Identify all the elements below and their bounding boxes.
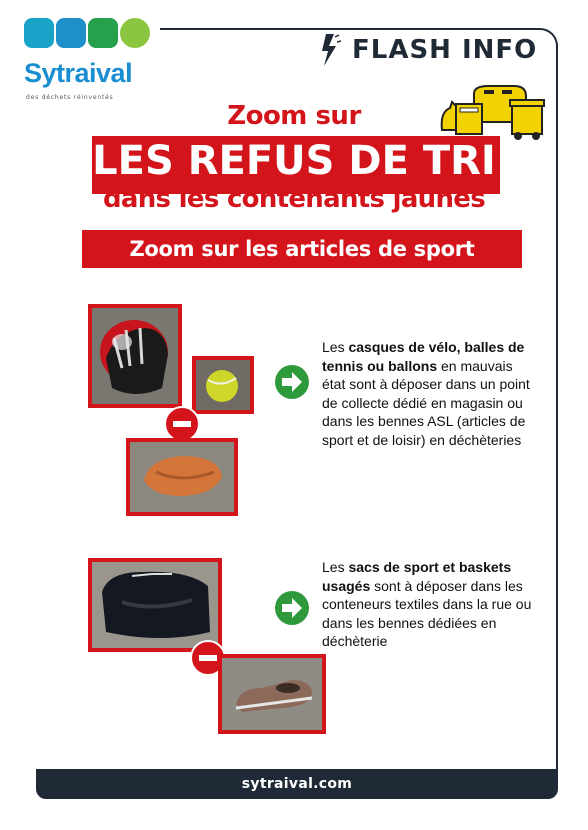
logo-wordmark: Sytraival: [24, 58, 133, 88]
item-text-before: Les: [322, 559, 349, 575]
flash-info-label: FLASH INFO: [352, 35, 538, 65]
title-contenants-jaunes: dans les contenants jaunes: [102, 184, 486, 214]
item-text-after: sont à déposer dans les conteneurs textiles dans la rue ou dans les bennes dédiées en déchèterie: [322, 577, 532, 650]
photo-sneaker: [218, 654, 326, 734]
arrow-right-icon: [274, 364, 310, 400]
no-entry-icon: [164, 406, 200, 442]
title-refus-de-tri: LES REFUS DE TRI: [92, 138, 496, 184]
logo-square-4: [120, 18, 150, 48]
arrow-right-icon: [274, 590, 310, 626]
item-description-2: [322, 558, 532, 651]
item-text-bold: casques de vélo, balles de tennis ou ballons: [322, 339, 525, 374]
photo-deflated-ball: [126, 438, 238, 516]
item-text-before: Les: [322, 339, 349, 355]
photo-sports-bag: [88, 558, 222, 652]
logo-square-2: [56, 18, 86, 48]
title-zoom-sur: Zoom sur: [227, 101, 361, 131]
photo-bike-helmet: [88, 304, 182, 408]
logo-square-3: [88, 18, 118, 48]
subtitle-band: [82, 230, 522, 268]
subtitle-articles-sport: Zoom sur les articles de sport: [129, 237, 475, 261]
item-description-1: [322, 338, 532, 450]
lightning-icon: [318, 32, 342, 68]
photo-tennis-ball: [192, 356, 254, 414]
logo-square-1: [24, 18, 54, 48]
footer-url-link[interactable]: sytraival.com: [241, 776, 353, 792]
brand-logo: [22, 14, 154, 101]
item-text-bold: sacs de sport et baskets usagés: [322, 559, 512, 594]
item-text-after: en mauvais état sont à déposer dans un point de collecte dédié en magasin ou dans les bennes ASL (articles de sport et de loisir) en déchèteries: [322, 357, 530, 448]
flash-info-header: [318, 32, 537, 68]
footer-bar: [36, 769, 558, 799]
logo-tagline: des déchets réinventés: [26, 94, 114, 101]
